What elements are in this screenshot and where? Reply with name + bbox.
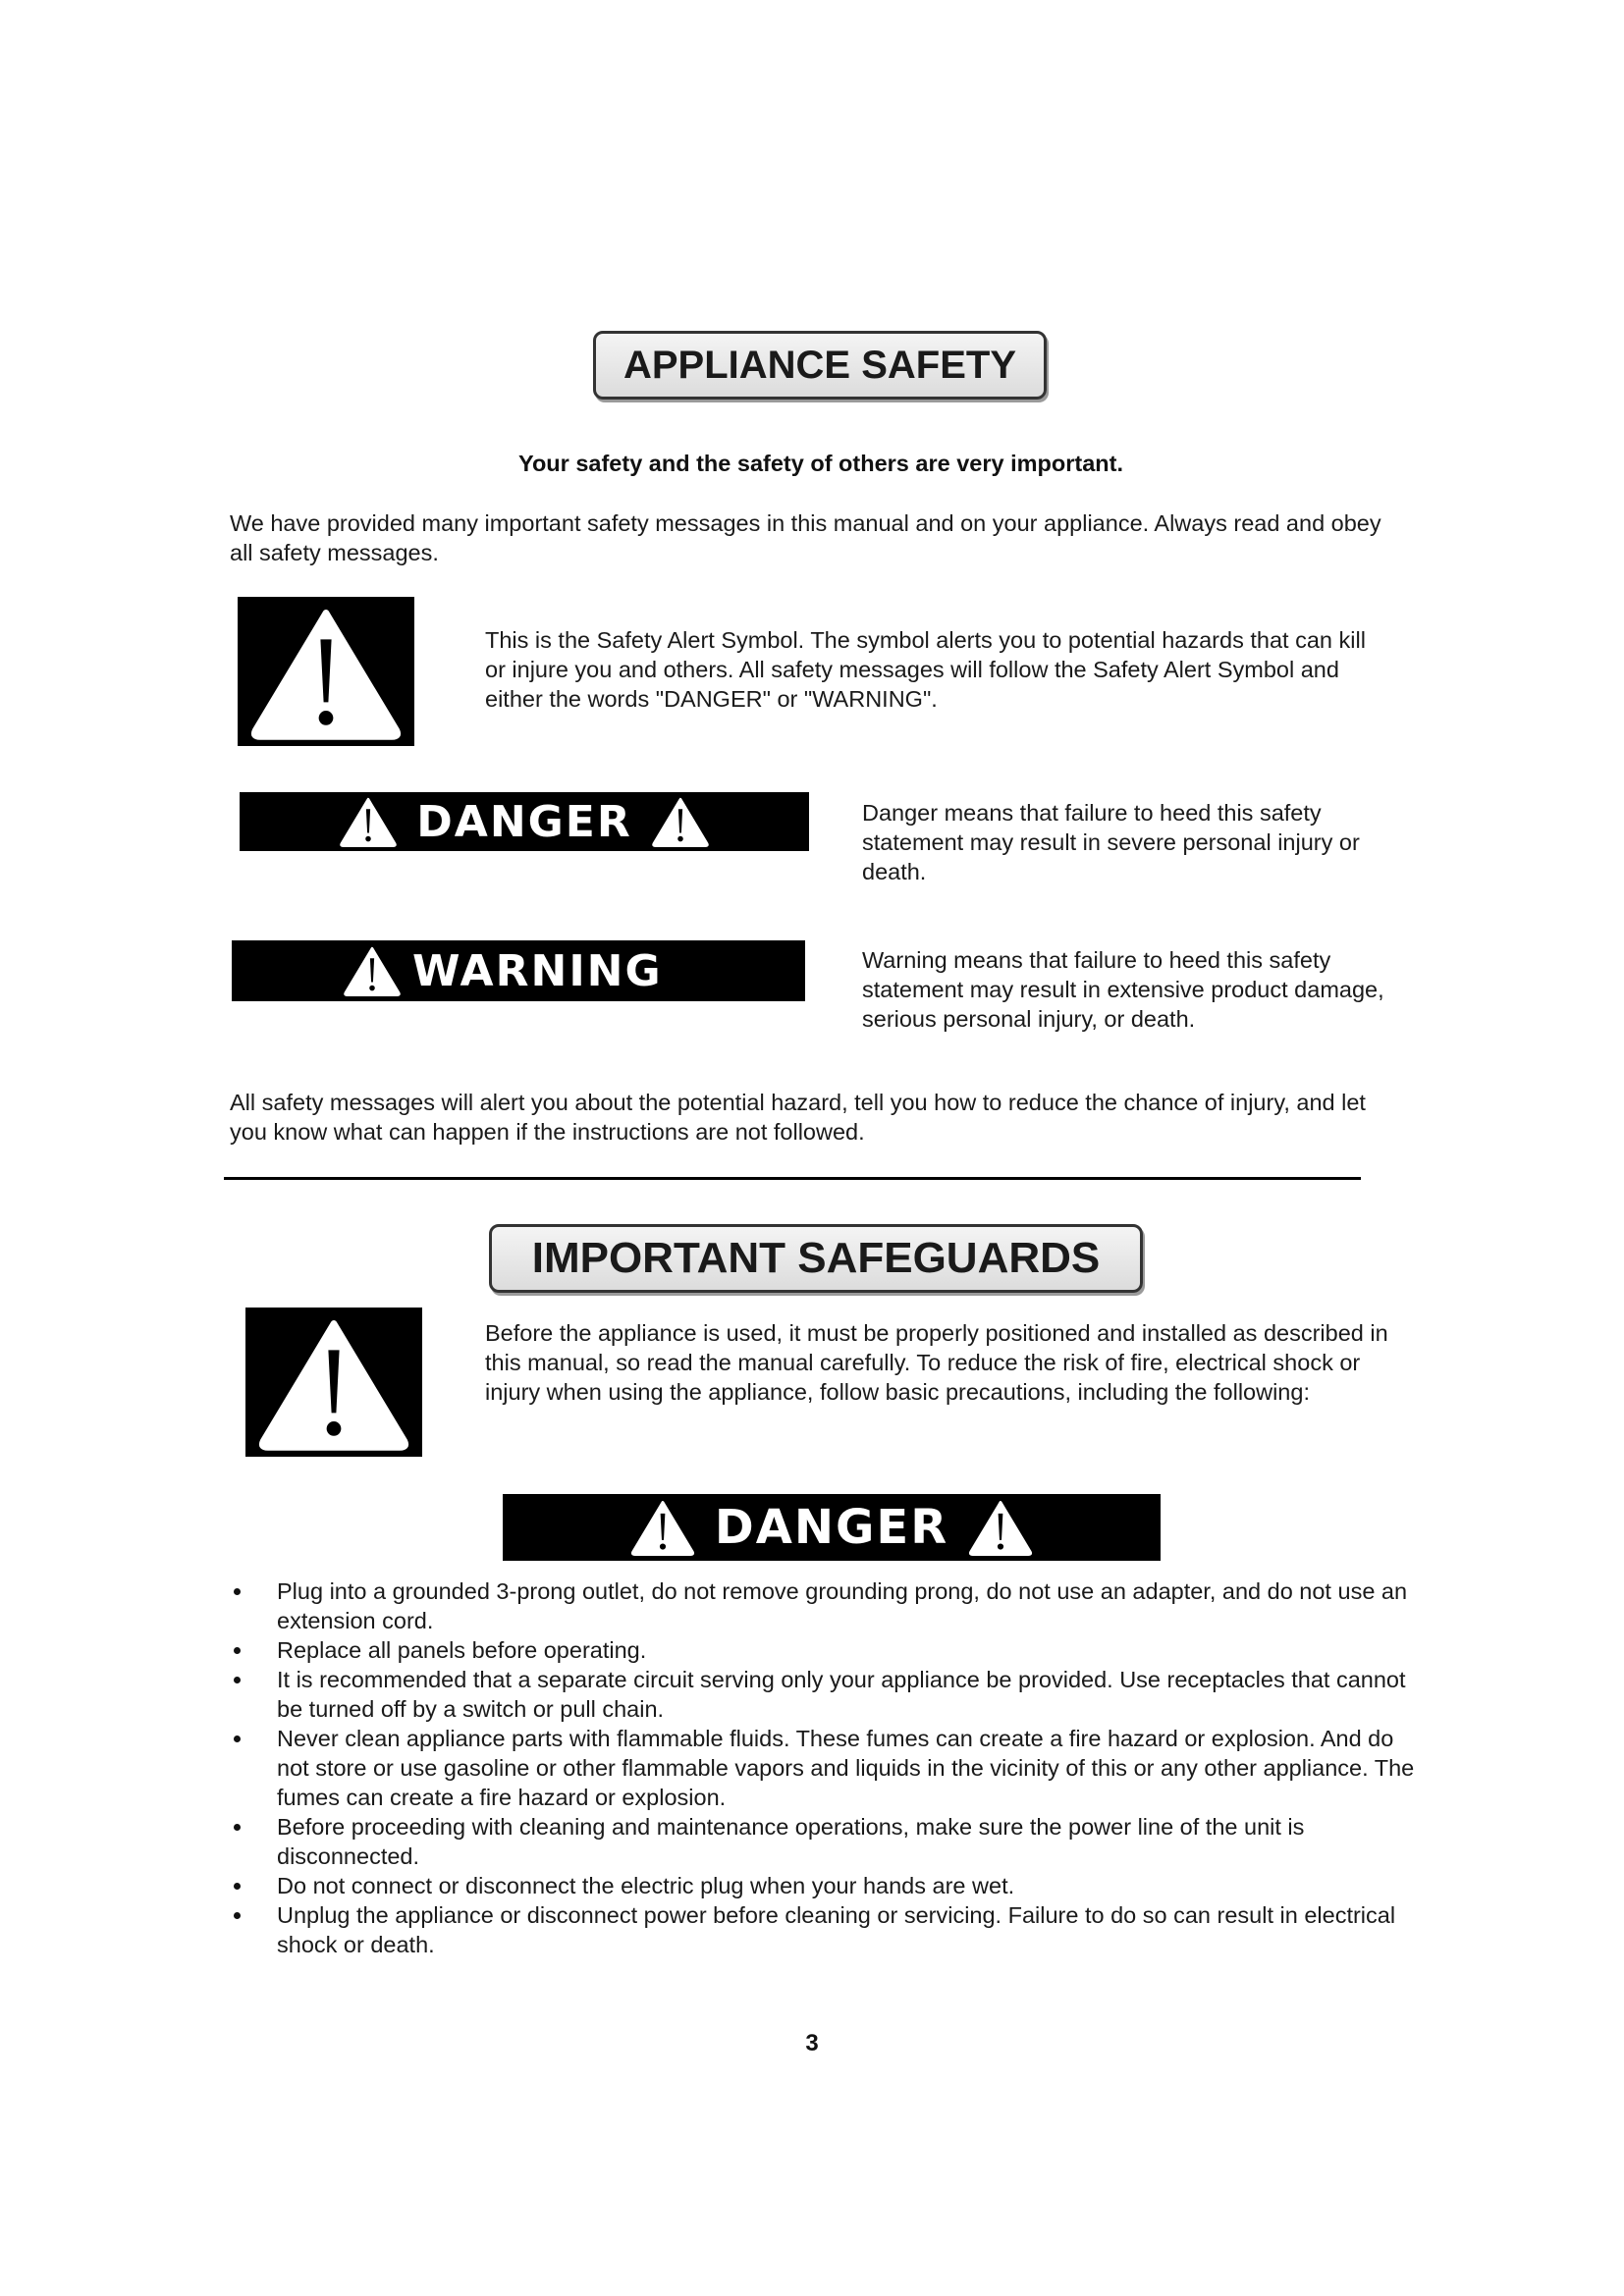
- warning-triangle-icon: [966, 1499, 1035, 1556]
- safety-alert-symbol-icon: [238, 597, 414, 746]
- important-safeguards-title: [489, 1224, 1143, 1293]
- list-item: Replace all panels before operating.: [228, 1635, 1426, 1665]
- warning-description: Warning means that failure to heed this safety statement may result in extensive product damage, serious personal injury, or death.: [862, 947, 1384, 1032]
- safety-subtitle: Your safety and the safety of others are very important.: [518, 451, 1123, 476]
- list-item: Never clean appliance parts with flammable fluids. These fumes can create a fire hazard or explosion. And do not store or use gasoline or other flammable vapors and liquids in the vicinity of this or any other appliance. The fumes can create a fire hazard or explosion.: [228, 1724, 1426, 1812]
- safeguards-danger-bar: [503, 1494, 1161, 1561]
- warning-triangle-icon: [650, 796, 711, 847]
- list-item: It is recommended that a separate circuit serving only your appliance be provided. Use receptacles that cannot be turned off by a switch or pull chain.: [228, 1665, 1426, 1724]
- danger-description: Danger means that failure to heed this safety statement may result in severe personal injury or death.: [862, 800, 1360, 884]
- warning-triangle-icon: [342, 945, 403, 996]
- section-divider: [224, 1177, 1361, 1180]
- danger-label: DANGER: [416, 796, 632, 847]
- page-number: 3: [805, 2030, 819, 2056]
- safeguards-list: [228, 1576, 1426, 1959]
- safety-alert-symbol-icon: [245, 1308, 422, 1457]
- list-item: Do not connect or disconnect the electric plug when your hands are wet.: [228, 1871, 1426, 1900]
- safeguards-intro: Before the appliance is used, it must be properly positioned and installed as described in this manual, so read the manual carefully. To reduce the risk of fire, electrical shock or injury when using the appliance, follow basic precautions, including the following:: [485, 1320, 1388, 1405]
- appliance-safety-title: [593, 331, 1047, 400]
- safeguards-danger-label: DANGER: [714, 1500, 949, 1555]
- danger-label-bar: [240, 792, 809, 851]
- warning-triangle-icon: [338, 796, 399, 847]
- important-safeguards-title-text: IMPORTANT SAFEGUARDS: [531, 1234, 1101, 1282]
- warning-label-bar: [232, 940, 805, 1001]
- warning-label: WARNING: [412, 945, 663, 996]
- list-item: Unplug the appliance or disconnect power before cleaning or servicing. Failure to do so can result in electrical shock or death.: [228, 1900, 1426, 1959]
- list-item: Plug into a grounded 3-prong outlet, do not remove grounding prong, do not use an adapter, and do not use an extension cord.: [228, 1576, 1426, 1635]
- safety-closing: All safety messages will alert you about the potential hazard, tell you how to reduce the chance of injury, and let you know what can happen if the instructions are not followed.: [230, 1090, 1366, 1145]
- list-item: Before proceeding with cleaning and maintenance operations, make sure the power line of the unit is disconnected.: [228, 1812, 1426, 1871]
- safety-intro: We have provided many important safety messages in this manual and on your appliance. Always read and obey all safety messages.: [230, 510, 1381, 565]
- alert-symbol-description: This is the Safety Alert Symbol. The symbol alerts you to potential hazards that can kill or injure you and others. All safety messages will follow the Safety Alert Symbol and either the words "DANGER" or "WARNING".: [485, 627, 1366, 712]
- appliance-safety-title-text: APPLIANCE SAFETY: [623, 343, 1017, 387]
- warning-triangle-icon: [628, 1499, 697, 1556]
